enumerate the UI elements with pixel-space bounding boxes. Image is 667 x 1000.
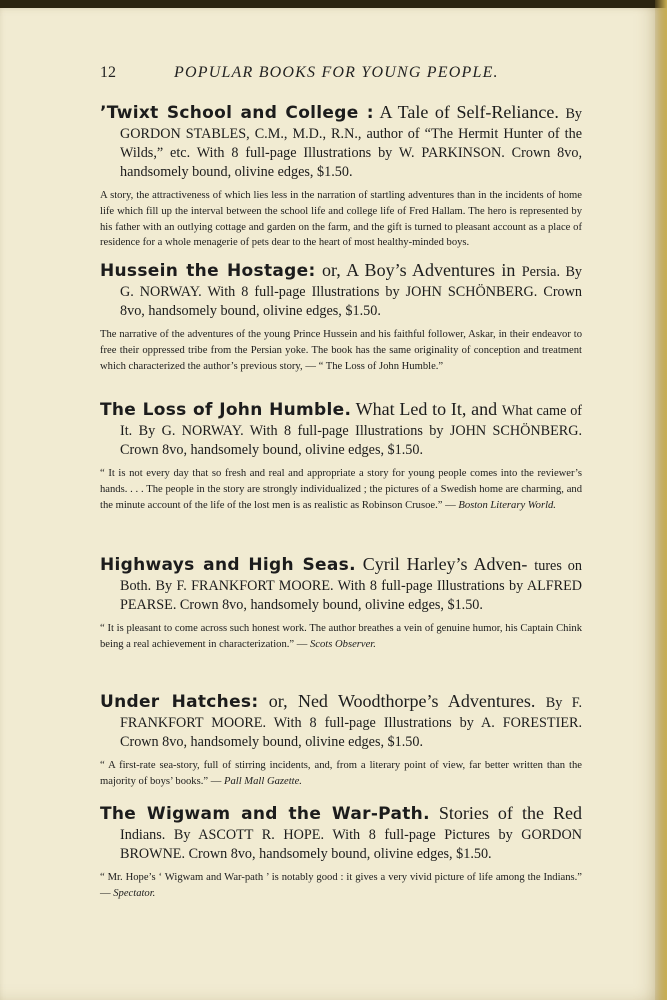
review-text: “ A first-rate sea-story, full of stirring incidents, and, from a literary point of view, far better written than the majority of boys’ books.” —	[100, 760, 582, 787]
book-review	[100, 758, 582, 790]
review-text: “ Mr. Hope’s ‘ Wigwam and War-path ’ is notably good : it gives a very vivid picture of life among the Indians.” —	[100, 872, 582, 899]
book-list	[100, 103, 582, 902]
running-header	[100, 64, 580, 86]
review-text: “ It is not every day that so fresh and real and appropriate a story for young people comes into the reviewer’s hands. . . . The people in the story are strongly individualized ; the pictures of a Swedish home are charming, and the minute account of the life of the lost men is as realistic as Robinson Crusoe.” —	[100, 468, 582, 511]
book-details: By F. FRANKFORT MOORE. With 8 full-page Illustrations by A. FORESTIER. Crown 8vo, handsomely bound, olivine edges, $1.50.	[120, 695, 583, 750]
entry-heading	[100, 400, 582, 458]
book-review	[100, 870, 582, 902]
book-entry	[100, 692, 582, 804]
book-title: The Loss of John Humble.	[100, 400, 352, 420]
book-subtitle: A Tale of Self-Reliance.	[373, 102, 559, 122]
book-entry	[100, 400, 582, 555]
review-text: “ It is pleasant to come across such honest work. The author breathes a vein of genuine humor, his Captain Chink being a real achievement in characterization.” —	[100, 623, 582, 650]
page-top-edge	[0, 0, 667, 8]
book-details: What came of It. By G. NORWAY. With 8 full-page Illustrations by JOHN SCHÖNBERG. Crown 8vo, handsomely bound, olivine edges, $1.50.	[120, 403, 583, 458]
review-source: Scots Observer.	[310, 638, 376, 650]
entry-heading	[100, 103, 582, 180]
book-details: Indians. By ASCOTT R. HOPE. With 8 full-page Pictures by GORDON BROWNE. Crown 8vo, handsomely bound, olivine edges, $1.50.	[120, 827, 582, 862]
entry-heading	[100, 555, 582, 613]
book-review	[100, 327, 582, 374]
book-subtitle: Stories of the Red	[429, 803, 582, 823]
book-title: Under Hatches:	[100, 692, 259, 712]
book-review	[100, 188, 582, 251]
book-details: Persia. By G. NORWAY. With 8 full-page Illustrations by JOHN SCHÖNBERG. Crown 8vo, handsomely bound, olivine edges, $1.50.	[120, 264, 583, 319]
book-entry	[100, 261, 582, 400]
book-title: ’Twixt School and College :	[100, 103, 374, 123]
entry-heading	[100, 804, 582, 862]
book-details: tures on Both. By F. FRANKFORT MOORE. With 8 full-page Illustrations by ALFRED PEARSE. Crown 8vo, handsomely bound, olivine edges, $1.50.	[120, 558, 582, 613]
book-subtitle: or, Ned Woodthorpe’s Adventures.	[258, 691, 536, 711]
book-details: By GORDON STABLES, C.M., M.D., R.N., author of “The Hermit Hunter of the Wilds,” etc. With 8 full-page Illustrations by W. PARKINSON. Crown 8vo, handsomely bound, olivine edges, $1.50.	[120, 106, 583, 180]
entry-heading	[100, 261, 582, 319]
review-text: The narrative of the adventures of the young Prince Hussein and his faithful follower, Askar, in their endeavor to free their oppressed tribe from the Persian yoke. The book has the same originality of conception and treatment which characterized the author’s previous story, — “ The Loss of John Humble.”	[100, 329, 582, 372]
review-text: A story, the attractiveness of which lies less in the narration of startling adventures than in the incidents of home life which fill up the interval between the school life and college life of Fred Hallam. The hero is represented by his father with an outlying cottage and garden on the farm, and the gift is turned to pleasant account as a place of residence for a whole menagerie of pets dear to the heart of most healthy-minded boys.	[100, 190, 582, 249]
page-right-edge	[655, 0, 667, 1000]
book-title: The Wigwam and the War-Path.	[100, 804, 430, 824]
running-title: POPULAR BOOKS FOR YOUNG PEOPLE.	[174, 64, 499, 81]
book-title: Highways and High Seas.	[100, 555, 356, 575]
review-source: Boston Literary World.	[458, 499, 556, 511]
page-number: 12	[100, 64, 116, 81]
book-subtitle: What Led to It, and	[351, 399, 498, 419]
book-review	[100, 466, 582, 513]
book-entry	[100, 804, 582, 902]
book-title: Hussein the Hostage:	[100, 261, 316, 281]
review-source: Pall Mall Gazette.	[223, 775, 302, 787]
book-review	[100, 621, 582, 653]
review-source: Spectator.	[113, 887, 156, 899]
entry-heading	[100, 692, 582, 750]
book-subtitle: Cyril Harley’s Adven-	[355, 554, 528, 574]
book-entry	[100, 555, 582, 692]
book-entry	[100, 103, 582, 261]
book-subtitle: or, A Boy’s Adventures in	[315, 260, 516, 280]
